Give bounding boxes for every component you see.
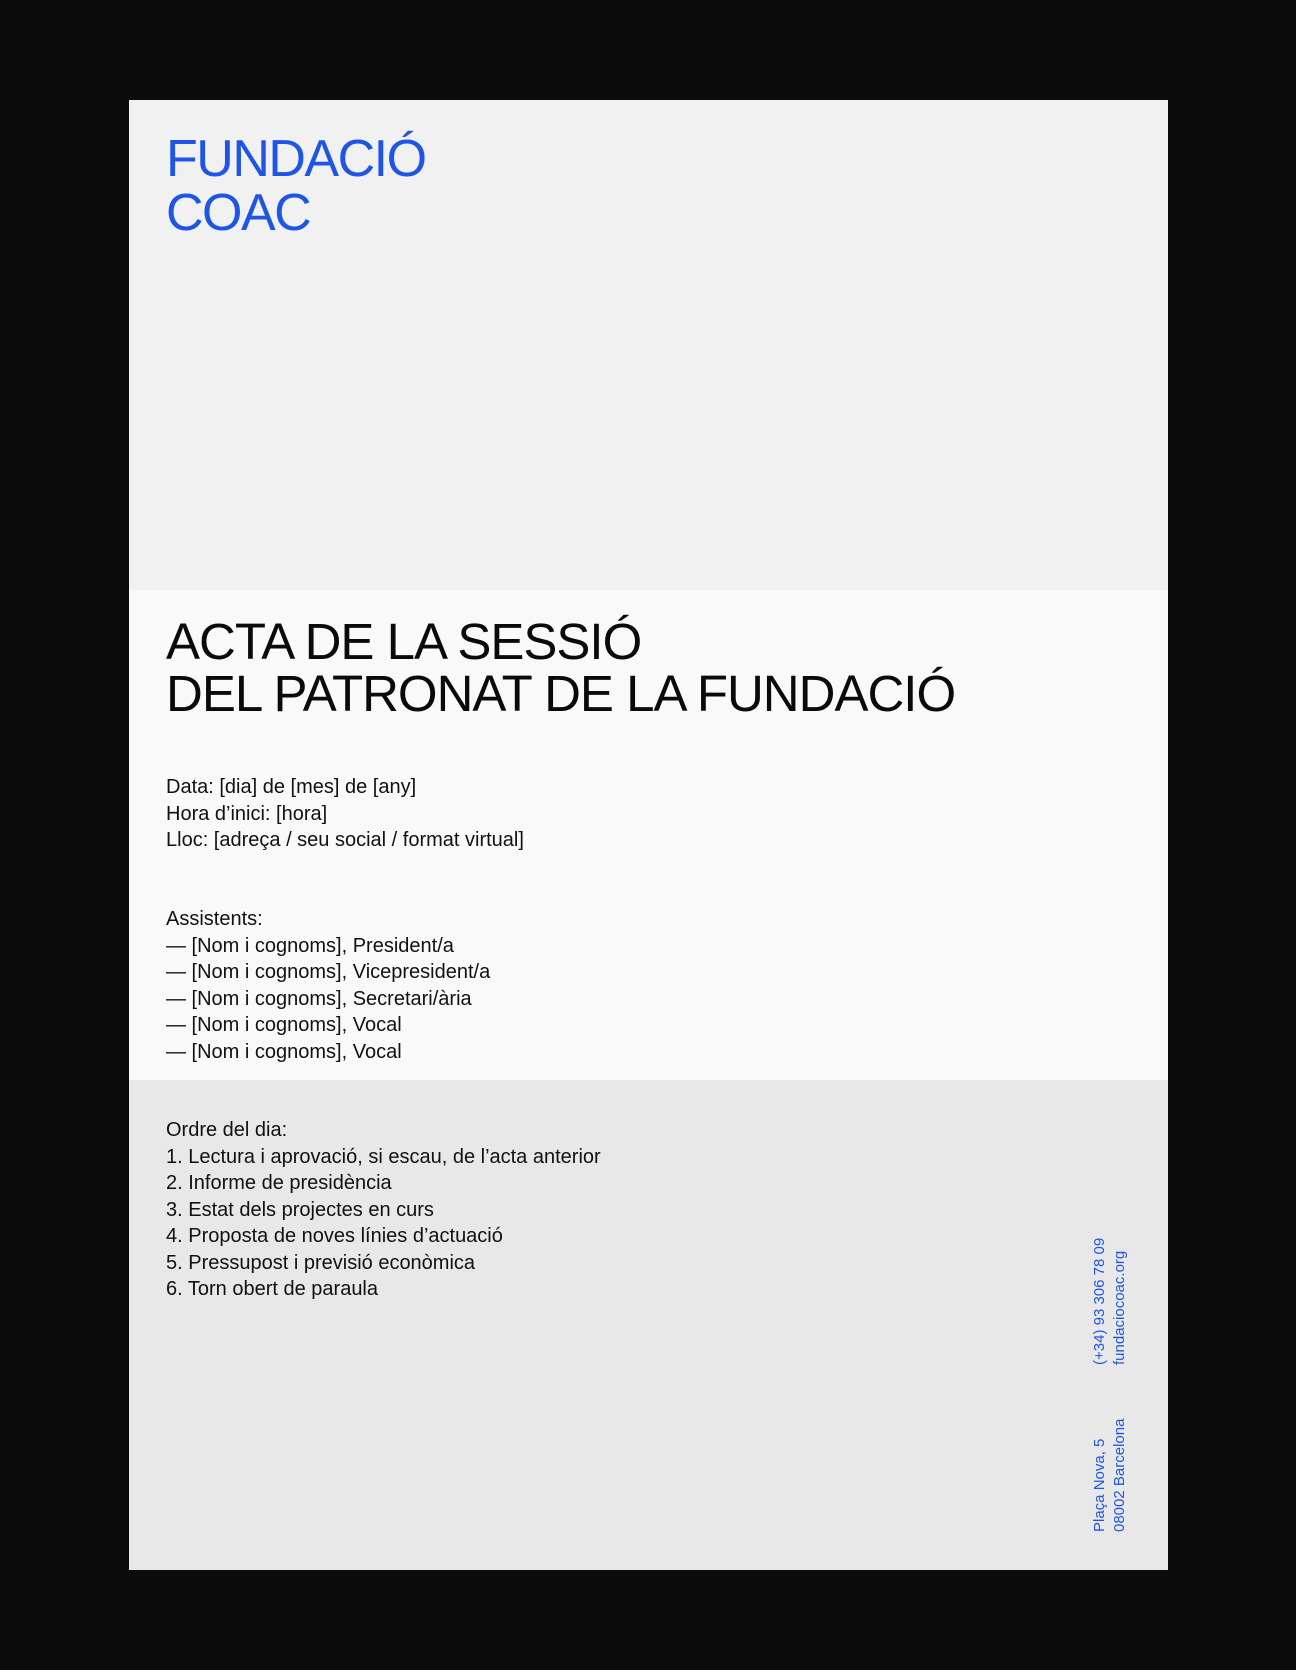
agenda-list [166,1117,601,1303]
list-item: — [Nom i cognoms], Secretari/ària [166,987,472,1010]
list-item: 4. Proposta de noves línies d’actuació [166,1225,503,1247]
document-title [166,613,956,722]
list-item: 5. Pressupost i previsió econòmica [166,1251,476,1274]
logo-line-1: FUNDACIÓ [166,130,426,188]
list-item: — [Nom i cognoms], Vicepresident/a [166,961,491,983]
attendees-list [166,906,490,1065]
list-item: 2. Informe de presidència [166,1172,392,1194]
meeting-date: Data: [dia] de [mes] de [any] [166,776,417,798]
list-item: 3. Estat dels projectes en curs [166,1198,434,1221]
postal-address [1090,1402,1130,1532]
meeting-start-time: Hora d’inici: [hora] [166,802,328,825]
list-item: 6. Torn obert de paraula [166,1278,379,1300]
meeting-details [166,774,524,854]
logo-line-2: COAC [166,184,311,242]
list-item: — [Nom i cognoms], President/a [166,934,454,957]
list-item: 1. Lectura i aprovació, si escau, de l’acta anterior [166,1145,601,1168]
city-address: 08002 Barcelona [1111,1418,1128,1532]
list-item: — [Nom i cognoms], Vocal [166,1014,402,1036]
contact-info [1090,1225,1130,1365]
phone-number: (+34) 93 306 78 09 [1091,1237,1108,1365]
agenda-heading: Ordre del dia: [166,1119,288,1141]
attendees-heading: Assistents: [166,908,263,930]
title-line-1: ACTA DE LA SESSIÓ [166,613,642,670]
document-page [129,100,1168,1570]
list-item: — [Nom i cognoms], Vocal [166,1040,402,1063]
website: fundaciocoac.org [1111,1250,1128,1365]
street-address: Plaça Nova, 5 [1091,1438,1108,1532]
logo [166,132,426,240]
meeting-location: Lloc: [adreça / seu social / format virtual] [166,829,524,851]
title-line-2: DEL PATRONAT DE LA FUNDACIÓ [166,665,956,722]
